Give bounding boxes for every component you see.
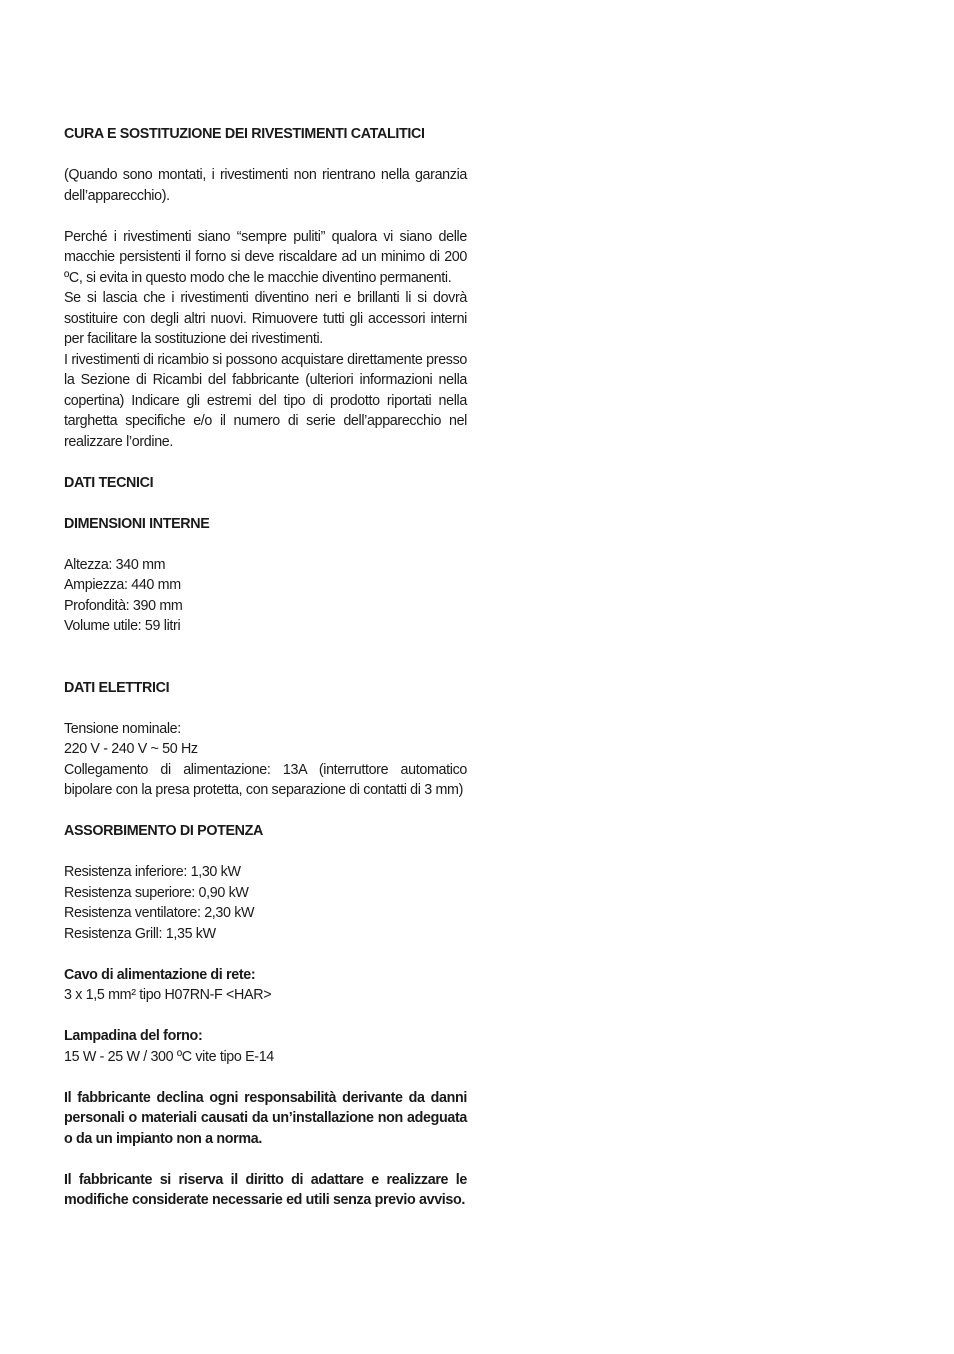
lamp-label: Lampadina del forno:: [64, 1028, 203, 1044]
power-fan: Resistenza ventilatore: 2,30 kW: [64, 905, 255, 921]
heading-dimensioni-interne: DIMENSIONI INTERNE: [64, 515, 210, 532]
dimension-width: Ampiezza: 440 mm: [64, 577, 181, 593]
paragraph-connection: Collegamento di alimentazione: 13A (interruttore automatico bipolare con la presa protetta, con separazione di contatti di 3 mm): [64, 761, 467, 798]
heading-dati-elettrici: DATI ELETTRICI: [64, 679, 170, 696]
power-grill: Resistenza Grill: 1,35 kW: [64, 925, 216, 942]
voltage-label: Tensione nominale:: [64, 720, 181, 737]
lamp-value: 15 W - 25 W / 300 ºC vite tipo E-14: [64, 1048, 274, 1065]
cable-label: Cavo di alimentazione di rete:: [64, 966, 256, 983]
power-lower: Resistenza inferiore: 1,30 kW: [64, 864, 241, 880]
dimension-volume: Volume utile: 59 litri: [64, 618, 181, 634]
disclaimer-installation: Il fabbricante declina ogni responsabilità derivante da danni personali o materiali causati da un’installazione non adeguata o da un impianto non a norma.: [64, 1089, 467, 1147]
disclaimer-modifications: Il fabbricante si riserva il diritto di adattare e realizzare le modifiche considerate necessarie ed utili senza previo avviso.: [64, 1171, 467, 1208]
power-upper: Resistenza superiore: 0,90 kW: [64, 884, 249, 901]
paragraph-cleaning: Perché i rivestimenti siano “sempre puliti” qualora vi siano delle macchie persistenti il forno si deve riscaldare ad un minimo di 200 ºC, si evita in questo modo che le macchie diventino permanenti.: [64, 228, 467, 286]
heading-dati-tecnici: DATI TECNICI: [64, 474, 154, 491]
paragraph-warranty-note: (Quando sono montati, i rivestimenti non rientrano nella garanzia dell’apparecchio).: [64, 167, 467, 204]
text-column: [64, 124, 467, 1211]
dimension-depth: Profondità: 390 mm: [64, 597, 183, 614]
paragraph-spare-parts: I rivestimenti di ricambio si possono acquistare direttamente presso la Sezione di Ricambi del fabbricante (ulteriori informazioni nella copertina) Indicare gli estremi del tipo di prodotto riportati nella targhetta specifiche e/o il numero di serie dell’apparecchio nel realizzare l’ordine.: [64, 351, 467, 450]
paragraph-replacement: Se si lascia che i rivestimenti diventino neri e brillanti li si dovrà sostituire con degli altri nuovi. Rimuovere tutti gli accessori interni per facilitare la sostituzione dei rivestimenti.: [64, 290, 467, 347]
dimension-height: Altezza: 340 mm: [64, 556, 166, 573]
heading-cura-rivestimenti: CURA E SOSTITUZIONE DEI RIVESTIMENTI CATALITICI: [64, 126, 425, 142]
voltage-value: 220 V - 240 V ~ 50 Hz: [64, 741, 198, 757]
heading-assorbimento-potenza: ASSORBIMENTO DI POTENZA: [64, 823, 264, 839]
cable-value: 3 x 1,5 mm² tipo H07RN-F <HAR>: [64, 987, 272, 1003]
